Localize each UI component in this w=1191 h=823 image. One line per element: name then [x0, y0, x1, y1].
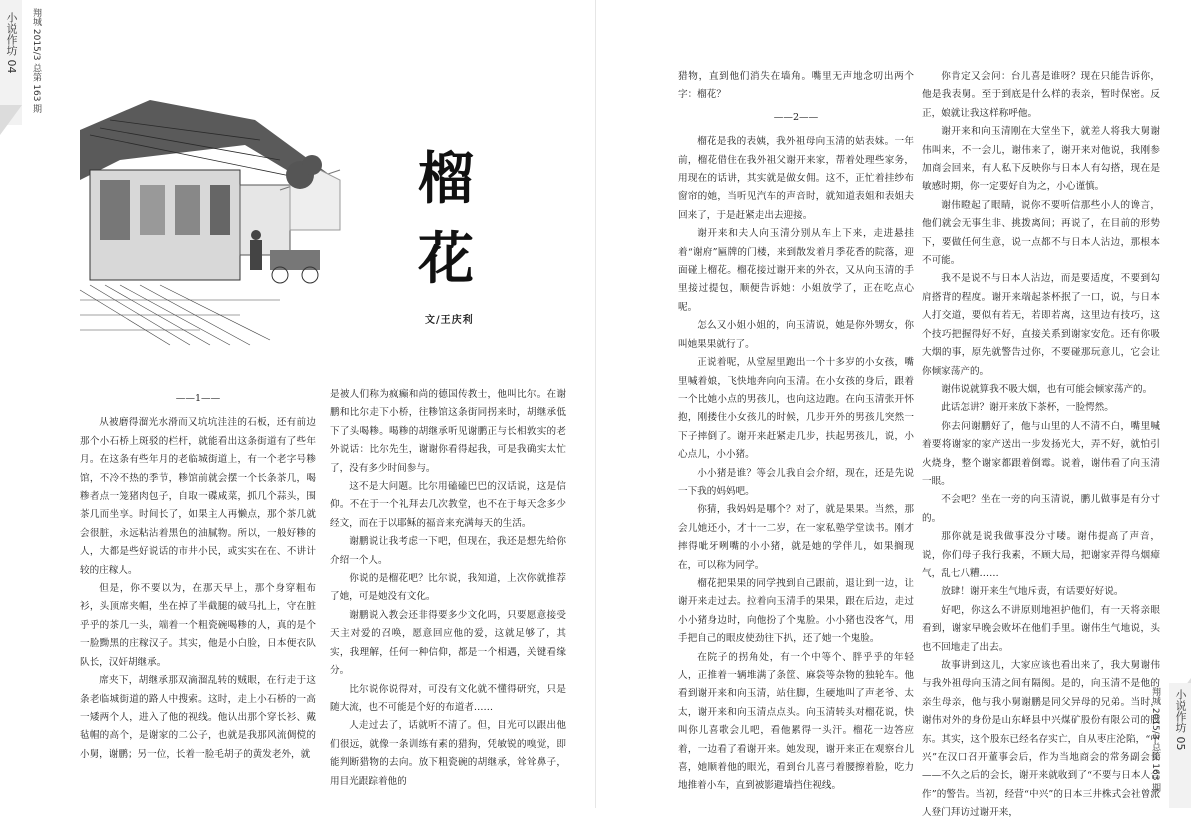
paragraph: 谢开来和夫人向玉清分别从车上下来，走进悬挂着“谢府”匾牌的门楼，来到散发着月季花香的院落，迎面碰上榴花。榴花接过谢开来的外衣，又从向玉清的手里接过提包，顺便告诉她：小姐放学了，正在吃点心呢。: [678, 228, 914, 313]
paragraph: 猎物，直到他们消失在墙角。嘴里无声地念叨出两个字：榴花？: [678, 71, 914, 101]
title-char: 榴: [418, 147, 474, 212]
paragraph: 人走过去了，话就听不清了。但，目光可以跟出他们很远，就像一条训练有素的猎狗，凭敏锐的嗅觉，即能判断猎物的去向。放下粗瓷碗的胡继承，耸耸鼻子，用目光跟踪着他的: [330, 720, 566, 787]
paragraph: 榴花把果果的同学拽到自己跟前，退让到一边，让谢开来走过去。拉着向玉清手的果果，跟在后边，走过小小猪身边时，向他扮了个鬼脸。小小猪也没客气，用手把自己的眼皮使劲往下扒，还了她一个鬼脸。: [678, 577, 914, 645]
paragraph: 比尔说你说得对，可没有文化就不懂得研究，只是随大流，也不可能是个好的布道者……: [330, 683, 566, 713]
paragraph: 席夹下，胡继承那双滴溜乱转的贼眼，在行走于这条老临城街道的路人中搜索。这时，走上小石桥的一高一矮两个人，进入了他的视线。他认出那个穿长衫、戴毡帽的高个，是谢家的二公子，也就是我那风流倜傥的小舅，谢鹏；另一位，长着一脸毛胡子的黄发老外，就: [80, 675, 316, 760]
paragraph: 谢鹏说入教会还非得要多少文化吗，只要愿意接受天主对爱的召唤，愿意回应他的爱，这就足够了，其实，我理解，任何一种信仰，都是一个相遇，关键看缘分。: [330, 609, 566, 677]
text-column: [678, 68, 914, 796]
paragraph: 谢伟说就算我不吸大烟，也有可能会倾家荡产的。: [941, 383, 1153, 395]
street-sketch-illustration: [80, 100, 340, 345]
text-column: [922, 68, 1160, 823]
corner-decoration: [0, 105, 22, 135]
story-title: [418, 140, 488, 300]
paragraph: 谢鹏说让我考虑一下吧，但现在，我还是想先给你介绍一个人。: [330, 536, 566, 566]
paragraph: 好吧，你这么不讲原则地袒护他们，有一天将亲眼看到，谢家早晚会败坏在他们手里。谢伟生气地说，头也不回地走了出去。: [922, 604, 1160, 653]
paragraph: 你肯定又会问：台儿喜是谁呀？现在只能告诉你，他是我表舅。至于到底是什么样的表亲，暂时保密。反正，娘就让我这样称呼他。: [922, 71, 1160, 119]
section-tab: [1169, 683, 1191, 808]
left-page: [0, 0, 596, 808]
byline: 文/王庆利: [425, 315, 474, 326]
section-number: ——1——: [175, 393, 221, 404]
paragraph: 谢伟瞪起了眼睛，说你不要听信那些小人的谗言，他们就会无事生非、挑拨离间；再说了，在目前的形势下，要做任何生意，说一点都不与日本人沾边，那根本不可能。: [922, 199, 1160, 267]
paragraph: 此话怎讲？谢开来放下茶杯，一脸愕然。: [941, 402, 1114, 414]
paragraph: 那你就是说我做事没分寸喽。谢伟提高了声音，说，你们母子我行我素，不顾大局，把谢家弄得乌烟瘴气，乱七八糟……: [922, 531, 1160, 579]
issue-line: 翔城 2015/3 总第 163 期: [31, 8, 41, 114]
paragraph: 但是，你不要以为，在那天早上，那个身穿粗布衫，头顶席夹帽，坐在掉了半截腿的破马扎上，守在脏乎乎的茶几一头，端着一个粗瓷碗喝糁的人，真的是个一脸黝黑的庄稼汉子。其实，他是小白脸，日本便衣队队长，汉奸胡继承。: [80, 583, 316, 668]
paragraph: 你猜，我妈妈是哪个？对了，就是果果。当然，那会儿她还小，才十一二岁，在一家私塾学堂读书。刚才摔得呲牙咧嘴的小小猪，就是她的学伴儿，如果搁现在，可以称为同学。: [678, 504, 914, 571]
paragraph: 正说着呢，从堂屋里跑出一个十多岁的小女孩，嘴里喊着娘，飞快地奔向向玉清。在小女孩的身后，跟着一个比她小点的男孩儿，也向这边跑。在向玉清张开怀抱，刚搂住小女孩儿的时候，几步开外的男孩儿突然一下子摔倒了。谢开来赶紧走几步，扶起男孩儿，说，小心点儿，小小猪。: [678, 357, 914, 461]
paragraph: 不会吧？坐在一旁的向玉清说，鹏儿做事是有分寸的。: [922, 494, 1160, 524]
text-column: [80, 386, 316, 764]
paragraph: 我不是说不与日本人沾边，而是要适度，不要到勾肩搭背的程度。谢开来端起茶杯抿了一口，说，与日本人打交道，要似有若无，若即若离，这里边有技巧，这个技巧把握得好不好，直接关系到谢家安危。还有你吸大烟的事，原先就警告过你，不要碰那玩意儿，它会让你倾家荡产的。: [922, 273, 1160, 377]
issue-line: 翔城 2015/3 总第 163 期: [1150, 686, 1160, 792]
paragraph: 这不是大问题。比尔用磕磕巴巴的汉话说，这是信仰。不在于一个礼拜去几次教堂，也不在于每天念多少经文，而在于以耶稣的福音来充满每天的生活。: [330, 481, 566, 529]
paragraph: 怎么又小姐小姐的，向玉清说，她是你外甥女，你叫她果果就行了。: [678, 320, 914, 350]
paragraph: 你去问谢鹏好了，他与山里的人不清不白，嘴里喊着要将谢家的家产送出一步发扬光大，弄不好，就怕引火烧身，整个谢家都跟着倒霉。说着，谢伟看了向玉清一眼。: [922, 420, 1160, 487]
text-column: [330, 386, 566, 791]
section-tab-label: 小说作坊 05: [1174, 689, 1187, 751]
paragraph: 从被磨得溜光水滑而又坑坑洼洼的石板，还有前边那个小石桥上斑驳的栏杆，就能看出这条街道有了些年月。在这条有些年月的老临城街道上，有一个老字号糁馆，不冷不热的季节，糁馆前就会摆一个长条茶几，喝糁者点一笼猪肉包子，自取一碟咸菜，抓几个蒜头，围茶几而坐享。时间长了，如果主人再懒点，那个茶几就会很脏，永远粘沾着黑色的油腻物。所以，一般好糁的人，大都是些好说话的市井小民，或实实在在、不讲计较的庄稼人。: [80, 417, 316, 576]
paragraph: 是被人们称为疯癫和尚的德国传教士，他叫比尔。在谢鹏和比尔走下小桥，往糁馆这条街同拐来时，胡继承低下了头喝糁。喝糁的胡继承听见谢鹏正与长相敦实的老外说话：比尔先生，谢谢你看得起我，可是我确实太忙了，没有多少时间参与。: [330, 389, 566, 474]
paragraph: 谢开来和向玉清刚在大堂坐下，就差人将我大舅谢伟叫来，不一会儿，谢伟来了，谢开来对他说，我刚参加商会回来，有人私下反映你与日本人有勾搭，现在是敏感时期，你一定要好自为之，小心谨慎。: [922, 126, 1160, 193]
paragraph: 故事讲到这儿，大家应该也看出来了，我大舅谢伟与我外祖母向玉清之间有隔阂。是的，向玉清不是他的亲生母亲，他与我小舅谢鹏是同父异母的兄弟。当时，谢伟对外的身份是山东峄县中兴煤矿股份有限公司的股东。其实，这个股东已经名存实亡，自从枣庄沦陷，“中兴”在汉口召开董事会后，作为当地商会的常务副会长——不久之后的会长，谢开来就收到了“不要与日本人合作”的警告。当初，经营“中兴”的日本三井株式会社曾派人登门拜访过谢开来，: [922, 660, 1160, 819]
paragraph: 在院子的拐角处，有一个中等个、胖乎乎的年轻人，正推着一辆堆满了条筐、麻袋等杂物的独轮车。他看到谢开来和向玉清，站住脚，生硬地叫了声老爷、太太，谢开来和向玉清点点头。向玉清转头对榴花说，快叫你儿喜歌会儿吧，看他累得一头汗。榴花一边答应着，一边看了看谢开来。她发现，谢开来正在观察台儿喜，她顺着他的眼光，看到台儿喜弓着腰擦着脸，吃力地推着小车，直到被影避墙挡住视线。: [678, 651, 914, 792]
paragraph: 放肆！谢开来生气地斥责，有话要好好说。: [941, 586, 1124, 598]
right-page: [596, 0, 1191, 819]
title-char: 花: [418, 227, 474, 292]
paragraph: 小小猪是谁？等会儿我自会介绍，现在，还是先说一下我的妈妈吧。: [678, 467, 914, 497]
section-number: ——2——: [773, 111, 819, 123]
paragraph: 你说的是榴花吧？比尔说，我知道，上次你就推荐了她，可是她没有文化。: [330, 573, 566, 603]
section-tab-label: 小说作坊 04: [5, 12, 18, 74]
paragraph: 榴花是我的表姨，我外祖母向玉清的姑表妹。一年前，榴花借住在我外祖父谢开来家，帮着处理些家务，用现在的话讲，其实就是做女佣。这不，正忙着挂纱布窗帘的她，当听见汽车的声音时，就知道表姐和表姐夫回来了，于是赶紧走出去迎接。: [678, 136, 914, 221]
